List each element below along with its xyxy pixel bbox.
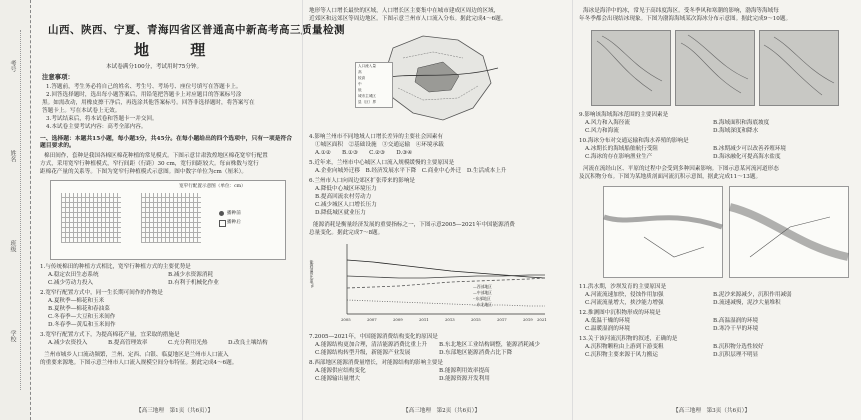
legend-box-icon [219,220,226,227]
option: C.减少城区人口增长压力 [315,202,377,208]
option: B.能源利用效率提高 [439,368,490,374]
question-stem: 10.海冰分布对交通运输和海水养殖的影响是 [579,138,689,144]
diagram-title: 宽窄行配置示意图（单位：cm） [179,184,246,189]
option: B.东北地区工业结构调整，能源消耗减少 [439,342,540,348]
option: B.沉积物分选性较好 [713,344,764,350]
page-3-column [572,0,858,420]
option: C.风力和海流 [585,128,619,134]
option: D.有利于机械化作业 [168,280,219,286]
chart-legend-item: —西部地区 [473,284,492,289]
question-stem: 6.兰州市人口向周边郊区扩张带来的影响是 [309,178,416,184]
map-legend-item: 中 [358,82,362,86]
map-legend-item: 低 [358,88,362,92]
notice-line: 黑。如需改动，用橡皮擦干净后，再选涂其他答案标号。回答非选择题时，将答案写在 [42,100,255,106]
chart-tick: 2005 [341,317,351,322]
passage-line: 兰州市城乡人口流动频繁，兰州、定西、白银、临夏地区是兰州市人口流入 [44,352,229,358]
option: C.充分利用光热 [168,340,208,346]
energy-chart [310,240,553,326]
option: B.高温湿润的环境 [713,318,759,324]
passage-line: 方式，采用宽窄行种植模式，窄行间距（行距）30 cm，宽行间距较大。每亩株数与宽行 [40,161,259,167]
question-stem: 7.2005—2021年，中国能源消费结构变化的原因是 [309,334,438,340]
option: D.沉积层理不明显 [713,352,759,358]
question-stem: 12.推测图中沉积物形成的环境是 [579,310,661,316]
option: A.低温干燥的环境 [585,318,630,324]
exam-subject: 地 理 [134,41,224,59]
option: B.提高管理效率 [108,340,148,346]
binding-margin [0,0,31,420]
legend-label: 播种后 [227,220,241,225]
page-2-column [302,0,569,420]
binding-line [20,30,21,390]
option: A.企业向城外迁移 B.经济发展水平下降 C.商业中心外迁 D.生活成本上升 [315,168,507,174]
option: A.夏秋季—棉花和玉米 [48,298,105,304]
passage-line: 年冬季都会出现结冰现象。下图为渤海海域某次海冰分布示意图。据此完成9～10题。 [579,16,792,22]
passage-line: 地形等人口增长最快的区域，人口增长区主要集中在城市建成区周边的区域， [309,8,500,14]
passage-line: 河流在流经山区、平原的过程中会受到多种因素影响。下图示意某河流河道形态 [583,166,779,172]
lanzhou-map [358,28,513,126]
option: ①城区面积 ②基础设施 ③交通运输 ④环境承载 [315,142,444,148]
map-legend-item: 较高 [358,76,366,80]
river-svg [730,187,848,277]
option: B.海域面积和海底坡度 [713,120,770,126]
map-legend-item: 人口流入量 [358,64,376,68]
option: C.冬春季—大豆和玉米间作 [48,314,116,320]
question-stem: 5.近年来，兰州市中心城区人口流入规模缓慢的主要原因是 [309,160,455,166]
chart-tick: 2009 [393,317,403,322]
chart-tick: 2013 [445,317,455,322]
sea-ice-svg [676,31,754,105]
map-legend [355,62,393,108]
question-stem: 13.关于该河流沉积物的叙述，正确的是 [579,336,678,342]
section-heading: 一、选择题：本题共15小题，每小题3分，共45分。在每小题给出的四个选项中，只有一项是符合题目要求的。 [40,136,293,149]
planting-diagram [50,180,286,260]
option: C.沉积物主要来源于风力搬运 [585,352,658,358]
option: A.①② B.①③ C.②③ D.③④ [315,150,413,156]
chart-tick: 2017 [497,317,507,322]
question-stem: 1.与传统棉田的种植方式相比，宽窄行种植方式的主要优势是 [40,264,191,270]
option: A.减少农资投入 [48,340,88,346]
passage-line: 总量变化。据此完成7～8题。 [309,230,384,236]
page-footer: 【高三地理 第1页（共6页）】 [136,408,214,414]
binding-label-name: 姓名 [9,150,16,162]
option: D.流速减慢，泥沙大量堆积 [713,300,781,306]
question-stem: 11.洪水期，沙坝发育的主要原因是 [579,284,667,290]
question-stem: 4.影响兰州市不同地域人口增长差异的主要社会因素有 [309,134,443,140]
option: D.海冰融化可提高海水盐度 [713,154,781,160]
chart-tick: 2007 [367,317,377,322]
chart-ylabel: 能源消费比重/% [310,260,315,288]
binding-label-examno: 考号 [9,60,16,72]
option: D.改良土壤结构 [228,340,268,346]
legend-label: 播种前 [227,211,241,216]
legend-dot-icon [219,211,224,216]
map-legend-item: 县（区）界 [358,100,376,104]
option: D.能源资源开发利用 [439,376,490,382]
option: C.能源结构转型升级，新能源产业发展 [315,350,411,356]
map-legend-item: 城市主城区 [358,94,376,98]
question-stem: 9.影响该海域海冰范围的主要因素是 [579,112,669,118]
chart-legend-item: —中部地区 [473,290,492,295]
notice-line: 1.答题前，考生务必将自己的姓名、考生号、考场号、座位号填写在答题卡上。 [46,84,242,90]
chart-legend-item: …东北地区 [473,302,492,307]
sea-ice-map-1 [591,30,671,106]
sea-ice-svg [592,31,670,105]
option: D.海域深度和降水 [713,128,759,134]
notice-line: 2.回答选择题时，选出每小题答案后，用铅笔把答题卡上对应题目的答案标号涂 [46,92,242,98]
chart-tick: 2011 [419,317,429,322]
page-footer: 【高三地理 第3页（共6页）】 [673,408,751,414]
binding-label-school: 学校 [9,330,16,342]
option: D.寒冷干旱的环境 [713,326,759,332]
chart-tick: 2015 [471,317,481,322]
option: B.减少水资源消耗 [168,272,214,278]
option: A.河流流速加快，侵蚀作用加强 [585,292,664,298]
passage-line: 海冰是海洋中的冰，常见于高纬度海区。受冬季风和寒潮的影响，渤海等海域每 [583,8,779,14]
sea-ice-svg [760,31,838,105]
option: A.能源结构更加合理，清洁能源消费比重上升 [315,342,428,348]
river-diagram-2 [729,186,849,278]
option: D.东部地区能源消费占比下降 [439,350,513,356]
notice-heading: 注意事项： [42,73,74,81]
map-legend-item: 高 [358,70,362,74]
option: B.夏秋季—棉花和春油菜 [48,306,110,312]
option: A.能源供应结构变化 [315,368,366,374]
exam-title: 山西、陕西、宁夏、青海四省区普通高中新高考高三质量检测 [48,24,345,36]
option: B.泥沙来源减少，沉积作用减弱 [713,292,792,298]
question-stem: 8.西部地区能源消费量增长，对能源结构的影响主要是 [309,360,443,366]
option: A.稳定农田生态系统 [48,272,99,278]
option: A.降低中心城区环境压力 [315,186,377,192]
passage-line: 距棉花产量的关系等。下图为宽窄行种植模式示意图。图中数字单位为cm（厘米）。 [40,169,248,175]
option: C.温暖湿润的环境 [585,326,631,332]
option: A.沉积物颗粒由上游到下游变粗 [585,344,664,350]
question-stem: 3.宽窄行配置方式下，为提高棉花产量，宜采取的措施是 [40,332,180,338]
page-footer: 【高三地理 第2页（共6页）】 [403,408,481,414]
plot-pattern-b [141,193,201,243]
chart-legend-item: --东部地区 [473,296,491,301]
option: B.冰期减少可以改善养殖环境 [713,146,787,152]
passage-line: 的重要来源地。下图示意兰州市人口流入规模空间分布特征。据此完成4～6题。 [40,360,238,366]
river-svg [604,187,722,277]
passage-line: 棉田间作，套种是我国各棉区棉花种植的常见模式。下图示意甘肃敦煌地区棉花宽窄行配置 [44,153,268,159]
option: D.降低城区就业压力 [315,210,366,216]
chart-tick: 2019 [523,317,533,322]
passage-line: 能源消耗是衡量经济发展的重要指标之一，下图示意2005—2021年中国能源消费 [313,222,515,228]
binding-label-class: 班级 [9,240,16,252]
notice-line: 4.本试卷主要考试内容：高考全部内容。 [46,124,147,130]
option: C.能源输出量增大 [315,376,361,382]
notice-line: 答题卡上。写在本试卷上无效。 [42,108,121,114]
passage-line: 近郊区和远郊区等周边地区。下图示意兰州市人口流入分布。据此完成4～6题。 [309,16,507,22]
question-stem: 2.宽窄行配置方式中，同一生长期可间作的作物是 [40,290,163,296]
option: B.提高回流农村劳动力 [315,194,372,200]
option: A.冰期长的海域船舶航行受阻 [585,146,658,152]
option: D.冬春季—黄瓜和玉米间作 [48,322,116,328]
chart-svg [323,240,553,326]
sea-ice-map-2 [675,30,755,106]
passage-line: 及沉积物分布。下图为某地质剖面河流沉积示意图，据此完成11～13题。 [579,174,762,180]
chart-tick: 2021 [537,317,547,322]
option: A.风力和入海径流 [585,120,630,126]
exam-subline: 本试卷满分100分，考试用时75分钟。 [106,64,203,70]
river-diagram-1 [603,186,723,278]
notice-line: 3.考试结束后，将本试卷和答题卡一并交回。 [46,116,158,122]
option: C.河流流量增大，挟沙能力增强 [585,300,664,306]
plot-pattern-a [61,193,121,243]
option: C.减少劳动力投入 [48,280,94,286]
sea-ice-map-3 [759,30,839,106]
option: C.海冰的存在影响渔业生产 [585,154,653,160]
